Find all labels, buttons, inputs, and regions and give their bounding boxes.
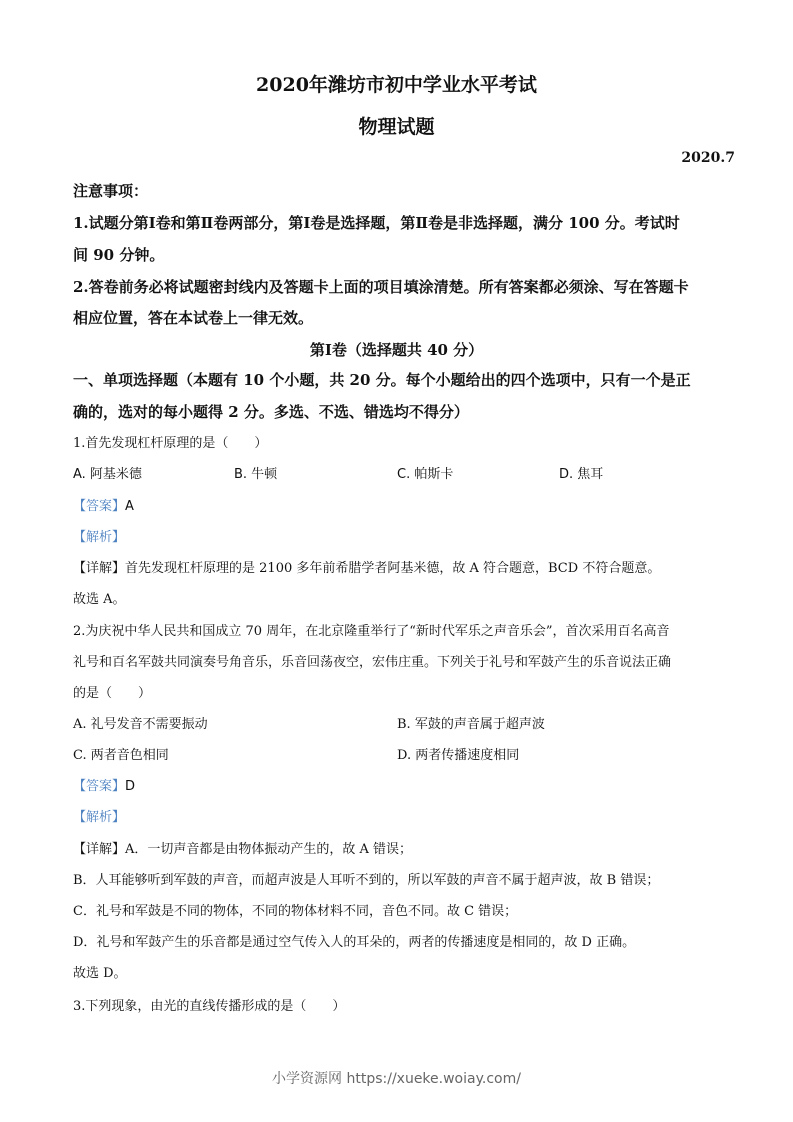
question-2-stem: 2.为庆祝中华人民共和国成立 70 周年，在北京隆重举行了“新时代军乐之声音乐会”，首次采用百名高音 <box>73 624 670 639</box>
question-1-option-c: C. 帕斯卡 <box>397 467 454 482</box>
answer-value: A <box>125 499 134 514</box>
question-2-option-a: A. 礼号发音不需要振动 <box>73 717 208 732</box>
part-instructions: 一、单项选择题（本题有 10 个小题，共 20 分。每个小题给出的四个选项中，只有一个是正 <box>73 371 691 389</box>
section-title: 第Ⅰ卷（选择题共 40 分） <box>309 341 484 359</box>
question-3-stem: 3.下列现象，由光的直线传播形成的是（ ） <box>73 999 346 1014</box>
question-1-conclusion: 故选 A。 <box>73 592 126 607</box>
question-2-conclusion: 故选 D。 <box>73 966 127 981</box>
notice-heading: 注意事项： <box>73 182 149 200</box>
question-1-analysis-label: 【解析】 <box>73 530 126 545</box>
part-instructions-cont: 确的，选对的每小题得 2 分。多选、不选、错选均不得分） <box>73 403 469 421</box>
question-2-detail-d: D．礼号和军鼓产生的乐音都是通过空气传入人的耳朵的，两者的传播速度是相同的，故 D 正确。 <box>73 935 636 950</box>
question-1-option-a: A. 阿基米德 <box>73 467 142 482</box>
question-2-detail-b: B．人耳能够听到军鼓的声音，而超声波是人耳听不到的，所以军鼓的声音不属于超声波，故 B 错误； <box>73 873 660 888</box>
notice-item-1-cont: 间 90 分钟。 <box>73 246 165 264</box>
question-1-stem: 1.首先发现杠杆原理的是（ ） <box>73 436 268 451</box>
footer-watermark: 小学资源网 https://xueke.woiay.com/ <box>272 1071 521 1087</box>
question-2-detail-c: C．礼号和军鼓是不同的物体，不同的物体材料不同，音色不同。故 C 错误； <box>73 904 518 919</box>
question-2-stem-cont: 礼号和百名军鼓共同演奏号角音乐，乐音回荡夜空，宏伟庄重。下列关于礼号和军鼓产生的乐音说法正确 <box>73 655 672 670</box>
notice-item-1: 1.试题分第Ⅰ卷和第Ⅱ卷两部分，第Ⅰ卷是选择题，第Ⅱ卷是非选择题，满分 100 分。考试时 <box>73 214 680 232</box>
question-2-stem-end: 的是（ ） <box>73 686 152 701</box>
answer-label: 【答案】 <box>73 499 126 514</box>
notice-item-2: 2.答卷前务必将试题密封线内及答题卡上面的项目填涂清楚。所有答案都必须涂、写在答题卡 <box>73 278 689 296</box>
exam-title: 2020年潍坊市初中学业水平考试 <box>256 74 537 96</box>
question-2-option-c: C. 两者音色相同 <box>73 748 169 763</box>
question-1-option-b: B. 牛顿 <box>234 467 278 482</box>
answer-value: D <box>125 779 136 794</box>
detail-label: 【详解】 <box>73 561 126 576</box>
question-1-detail: 【详解】首先发现杠杆原理的是 2100 多年前希腊学者阿基米德，故 A 符合题意，BCD 不符合题意。 <box>73 561 661 576</box>
answer-label: 【答案】 <box>73 779 126 794</box>
notice-item-2-cont: 相应位置，答在本试卷上一律无效。 <box>73 309 314 327</box>
question-2-answer <box>73 775 135 794</box>
detail-label: 【详解】 <box>73 842 126 857</box>
exam-date: 2020.7 <box>681 150 735 166</box>
exam-subtitle: 物理试题 <box>358 116 435 138</box>
question-1-answer <box>73 495 134 514</box>
question-2-option-d: D. 两者传播速度相同 <box>397 748 520 763</box>
question-2-analysis-label: 【解析】 <box>73 810 126 825</box>
question-1-option-d: D. 焦耳 <box>559 467 604 482</box>
question-2-detail-a: 【详解】A．一切声音都是由物体振动产生的，故 A 错误； <box>73 842 413 857</box>
question-2-option-b: B. 军鼓的声音属于超声波 <box>397 717 545 732</box>
